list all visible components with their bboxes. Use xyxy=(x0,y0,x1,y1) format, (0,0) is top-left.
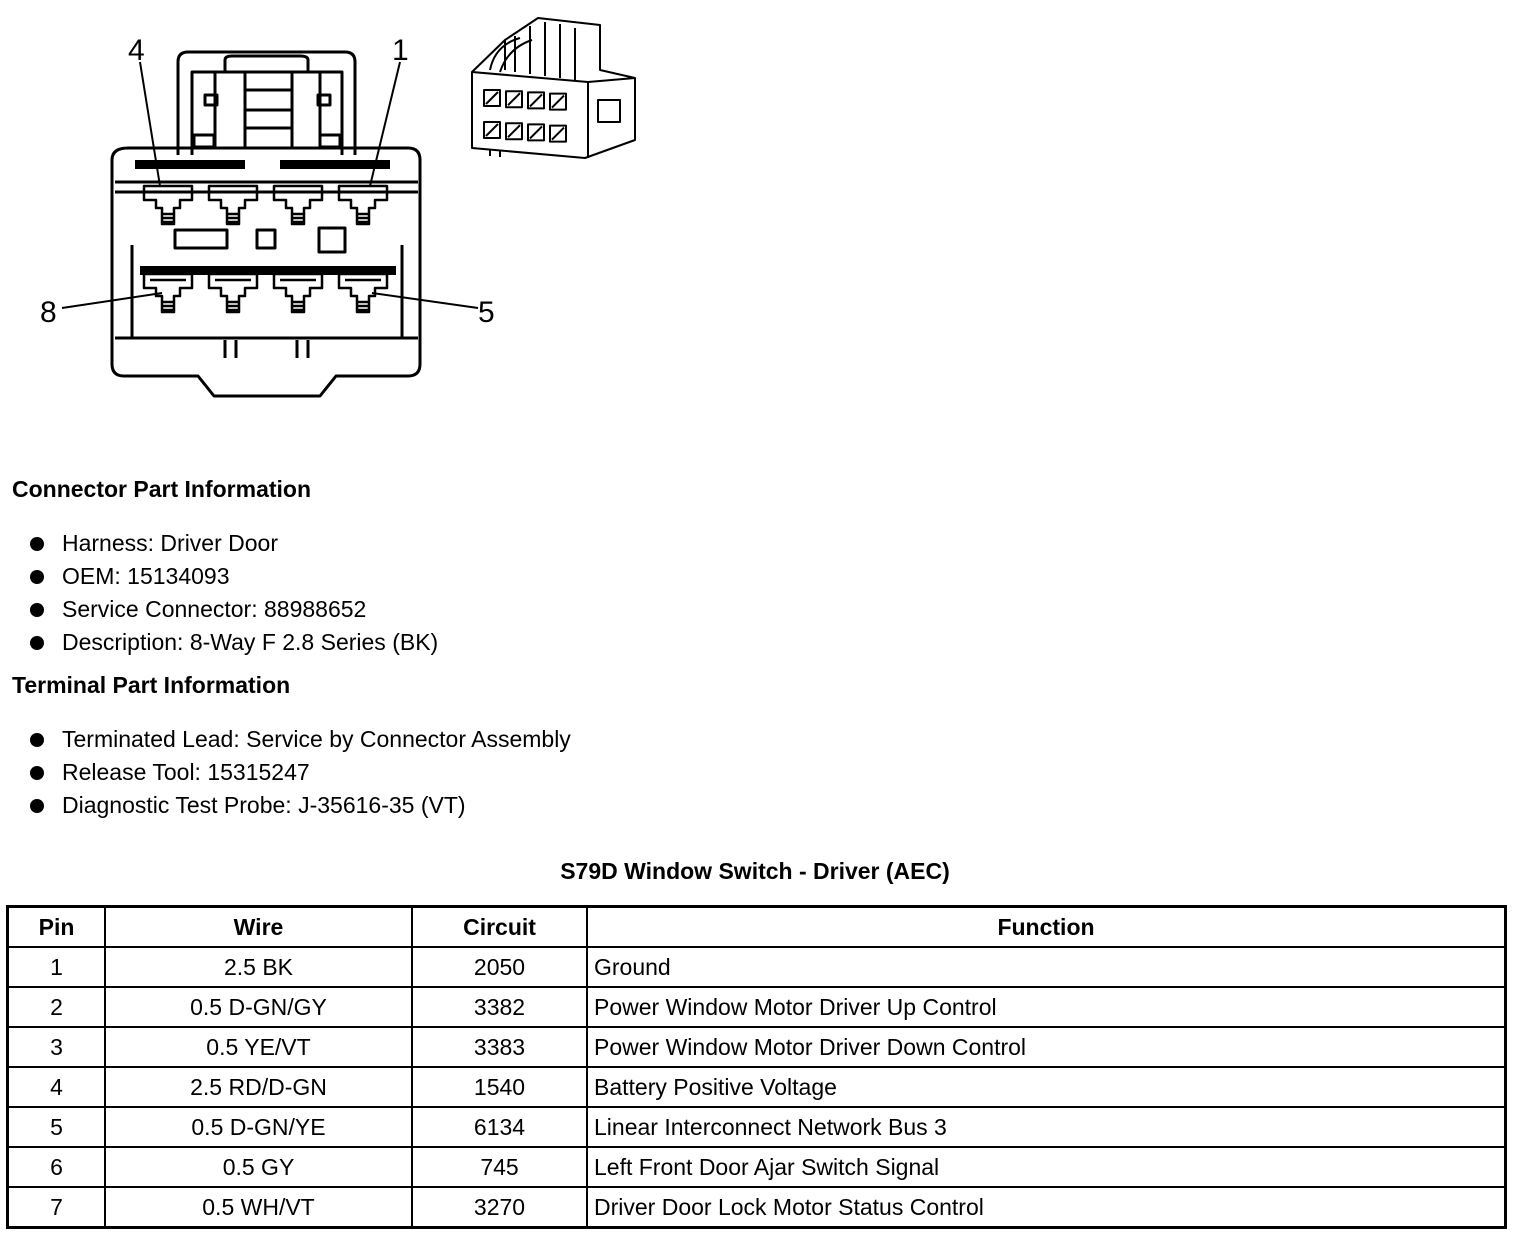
terminal-cavity xyxy=(209,186,257,224)
list-item: Release Tool: 15315247 xyxy=(28,756,571,789)
table-title: S79D Window Switch - Driver (AEC) xyxy=(560,858,950,884)
terminal-cavity xyxy=(144,274,192,312)
list-item: Diagnostic Test Probe: J-35616-35 (VT) xyxy=(28,789,571,822)
terminal-cavity xyxy=(274,274,322,312)
cell-circuit: 1540 xyxy=(412,1067,587,1107)
callout-line-5 xyxy=(372,293,478,308)
header-function: Function xyxy=(587,907,1506,948)
terminal-cavity xyxy=(274,186,322,224)
cell-function: Power Window Motor Driver Up Control xyxy=(587,987,1506,1027)
connector-info-list xyxy=(28,527,438,659)
table-row xyxy=(8,1107,1506,1147)
cell-circuit: 6134 xyxy=(412,1107,587,1147)
cell-pin: 3 xyxy=(8,1027,106,1067)
coding-key xyxy=(257,230,275,248)
callout-pin-5: 5 xyxy=(478,296,495,329)
cell-wire: 0.5 GY xyxy=(105,1147,412,1187)
list-item: Harness: Driver Door xyxy=(28,527,438,560)
callout-pin-1: 1 xyxy=(392,34,409,67)
header-wire: Wire xyxy=(105,907,412,948)
cell-function: Battery Positive Voltage xyxy=(587,1067,1506,1107)
cell-pin: 5 xyxy=(8,1107,106,1147)
connector-isometric-view xyxy=(472,18,635,158)
connector-info-heading: Connector Part Information xyxy=(12,476,312,502)
cell-circuit: 2050 xyxy=(412,947,587,987)
terminal-cavity xyxy=(339,274,387,312)
cell-circuit: 745 xyxy=(412,1147,587,1187)
cell-circuit: 3382 xyxy=(412,987,587,1027)
cell-wire: 2.5 BK xyxy=(105,947,412,987)
list-item: Service Connector: 88988652 xyxy=(28,593,438,626)
connector-diagram xyxy=(0,0,700,410)
callout-pin-4: 4 xyxy=(128,34,145,67)
connector-latch xyxy=(178,52,355,155)
cell-pin: 6 xyxy=(8,1147,106,1187)
table-header-row xyxy=(8,907,1506,948)
cell-pin: 4 xyxy=(8,1067,106,1107)
coding-key xyxy=(319,228,345,252)
table-row xyxy=(8,1027,1506,1067)
header-circuit: Circuit xyxy=(412,907,587,948)
cell-function: Left Front Door Ajar Switch Signal xyxy=(587,1147,1506,1187)
cell-pin: 2 xyxy=(8,987,106,1027)
terminal-cavity xyxy=(339,186,387,224)
list-item: OEM: 15134093 xyxy=(28,560,438,593)
cell-pin: 1 xyxy=(8,947,106,987)
cell-pin: 7 xyxy=(8,1187,106,1228)
cell-wire: 0.5 YE/VT xyxy=(105,1027,412,1067)
cell-function: Driver Door Lock Motor Status Control xyxy=(587,1187,1506,1228)
cell-wire: 0.5 D-GN/GY xyxy=(105,987,412,1027)
pinout-table xyxy=(6,905,1507,1229)
callout-pin-8: 8 xyxy=(40,296,57,329)
cell-function: Linear Interconnect Network Bus 3 xyxy=(587,1107,1506,1147)
list-item: Terminated Lead: Service by Connector Assembly xyxy=(28,723,571,756)
cell-wire: 0.5 WH/VT xyxy=(105,1187,412,1228)
cell-function: Ground xyxy=(587,947,1506,987)
table-row xyxy=(8,1147,1506,1187)
table-row xyxy=(8,1067,1506,1107)
terminal-info-heading: Terminal Part Information xyxy=(12,672,291,698)
table-row xyxy=(8,947,1506,987)
list-item: Description: 8-Way F 2.8 Series (BK) xyxy=(28,626,438,659)
table-row xyxy=(8,987,1506,1027)
cell-wire: 0.5 D-GN/YE xyxy=(105,1107,412,1147)
cell-circuit: 3270 xyxy=(412,1187,587,1228)
cell-wire: 2.5 RD/D-GN xyxy=(105,1067,412,1107)
header-pin: Pin xyxy=(8,907,106,948)
coding-key xyxy=(175,230,227,248)
cell-function: Power Window Motor Driver Down Control xyxy=(587,1027,1506,1067)
cell-circuit: 3383 xyxy=(412,1027,587,1067)
terminal-cavity xyxy=(209,274,257,312)
table-row xyxy=(8,1187,1506,1228)
terminal-cavity xyxy=(144,186,192,224)
terminal-info-list xyxy=(28,723,571,822)
